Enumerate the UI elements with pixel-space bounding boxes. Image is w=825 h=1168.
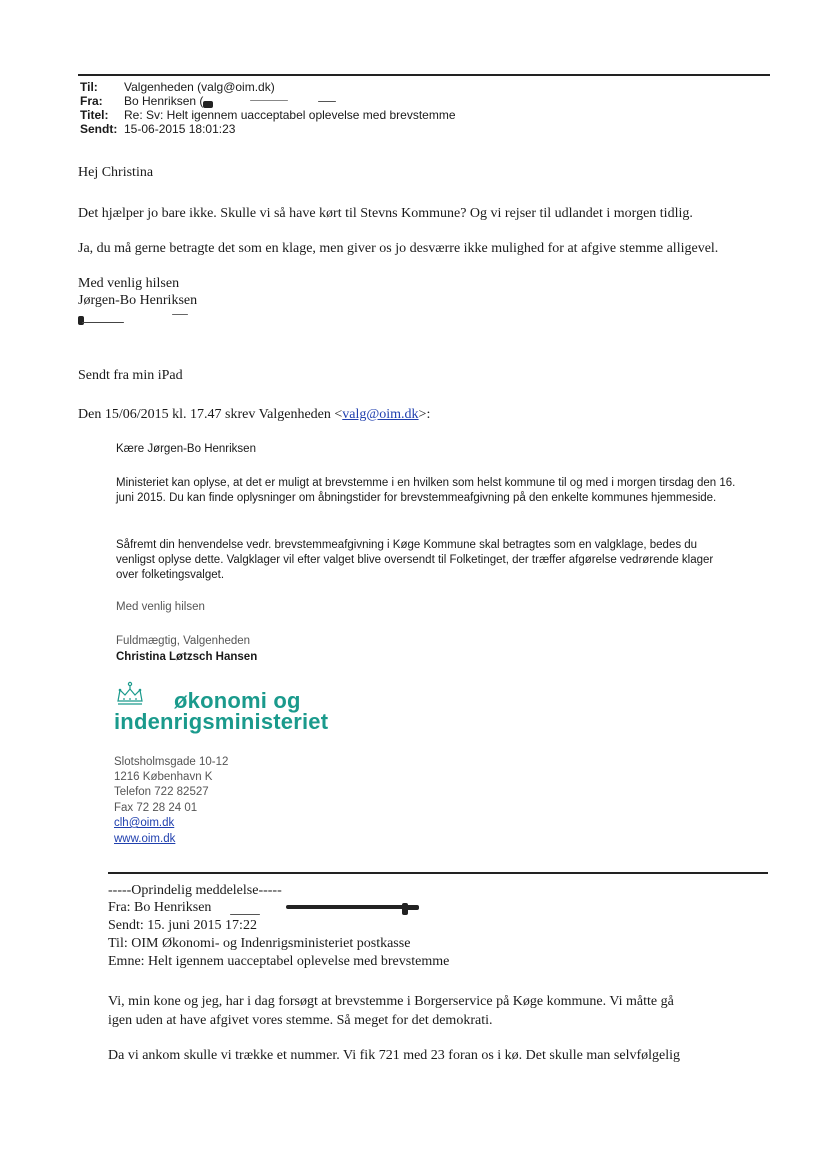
reply-closing: Med venlig hilsen [78, 276, 180, 291]
original-subject: Emne: Helt igennem uacceptabel oplevelse med brevstemme [108, 954, 450, 969]
redaction-line [82, 322, 124, 323]
quote-intro-text: Den 15/06/2015 kl. 17.47 skrev Valgenheden < [78, 407, 343, 422]
header-top-rule [78, 74, 770, 76]
website-link[interactable]: www.oim.dk [114, 833, 176, 845]
address-fax: Fax 72 28 24 01 [114, 802, 198, 814]
redaction-mark [78, 316, 84, 325]
quoted-role: Fuldmægtig, Valgenheden [116, 635, 251, 647]
quote-intro [78, 406, 430, 424]
original-to: Til: OIM Økonomi- og Indenrigsministeriet postkasse [108, 936, 411, 951]
header-sent-row [80, 122, 456, 136]
address-street: Slotsholmsgade 10-12 [114, 756, 229, 768]
redaction-line [318, 101, 336, 102]
crown-logo-icon [114, 681, 146, 709]
quoted-paragraph-2: Såfremt din henvendelse vedr. brevstemmeafgivning i Køge Kommune skal betragtes som en valgklage, bedes du venligst oplyse dette. Valgklager vil efter valget blive oversendt til Folketinget, der træffer afgørelse vedrørende klager over folketingsvalget. [116, 539, 714, 581]
redaction-mark [203, 101, 213, 108]
reply-paragraph-1: Det hjælper jo bare ikke. Skulle vi så have kørt til Stevns Kommune? Og vi rejser til udlandet i morgen tidlig. [78, 206, 693, 221]
quoted-greeting: Kære Jørgen-Bo Henriksen [116, 443, 256, 455]
reply-greeting: Hej Christina [78, 165, 154, 180]
reply-signature-name: Jørgen-Bo Henriksen [78, 293, 198, 308]
quoted-closing: Med venlig hilsen [116, 601, 205, 613]
original-paragraph-2: Da vi ankom skulle vi trække et nummer. Vi fik 721 med 23 foran os i kø. Det skulle man selvfølgelig [108, 1048, 681, 1063]
redaction-line [250, 100, 288, 101]
redaction-mark [286, 905, 406, 909]
sent-from-device: Sendt fra min iPad [78, 368, 183, 383]
original-paragraph-1-line-2: igen uden at have afgivet vores stemme. Så meget for det demokrati. [108, 1013, 493, 1028]
redaction-mark [405, 905, 419, 910]
from-value: Bo Henriksen ( [124, 94, 204, 108]
quote-intro-suffix: >: [418, 407, 431, 422]
original-separator: -----Oprindelig meddelelse----- [108, 883, 282, 898]
redaction-line [172, 314, 188, 315]
header-title-row [80, 108, 456, 122]
original-from: Fra: Bo Henriksen [108, 900, 212, 915]
sent-label: Sendt: [80, 122, 118, 136]
redaction-line [230, 914, 260, 915]
to-label: Til: [80, 80, 98, 94]
to-value: Valgenheden (valg@oim.dk) [124, 80, 275, 94]
email-header [80, 80, 456, 136]
header-to-row [80, 80, 456, 94]
title-label: Titel: [80, 108, 109, 122]
logo-text-line-1: økonomi og [174, 688, 301, 713]
email-link[interactable]: clh@oim.dk [114, 817, 175, 829]
quoted-paragraph-1: Ministeriet kan oplyse, at det er muligt at brevstemme i en hvilken som helst kommune til og med i morgen tirsdag den 16. juni 2015. Du kan finde oplysninger om åbningstider for brevstemmeafgivning på den enkelte kommunes hjemmeside. [116, 477, 736, 504]
address-city: 1216 København K [114, 771, 213, 783]
from-label: Fra: [80, 94, 103, 108]
original-paragraph-1-line-1: Vi, min kone og jeg, har i dag forsøgt at brevstemme i Borgerservice på Køge kommune. Vi måtte gå [108, 994, 674, 1009]
header-from-row [80, 94, 456, 108]
quoted-signature-name: Christina Løtzsch Hansen [116, 651, 258, 663]
title-value: Re: Sv: Helt igennem uacceptabel oplevelse med brevstemme [124, 108, 456, 122]
logo-text-line-2: indenrigsministeriet [114, 709, 329, 734]
sent-value: 15-06-2015 18:01:23 [124, 122, 236, 136]
original-sent: Sendt: 15. juni 2015 17:22 [108, 918, 257, 933]
quote-intro-email-link[interactable]: valg@oim.dk [342, 407, 419, 422]
reply-paragraph-2: Ja, du må gerne betragte det som en klage, men giver os jo desværre ikke mulighed for at afgive stemme alligevel. [78, 241, 719, 256]
address-phone: Telefon 722 82527 [114, 786, 209, 798]
original-message-rule [108, 872, 768, 874]
